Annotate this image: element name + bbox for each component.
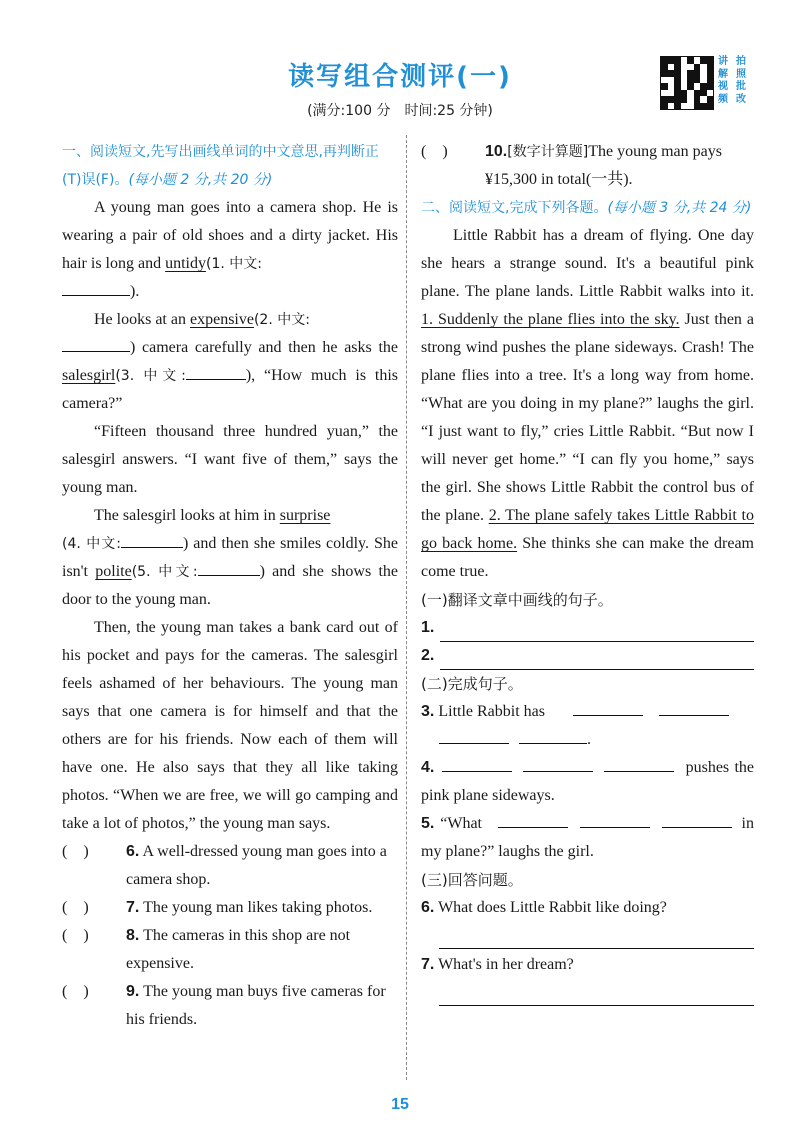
qr-label-char: 讲	[718, 56, 728, 67]
answer-blank[interactable]	[519, 727, 587, 744]
qr-label-char: 批	[736, 81, 746, 92]
answer-parentheses[interactable]: ( )	[62, 843, 89, 860]
qr-code-icon[interactable]	[660, 56, 714, 110]
answer-question-7	[421, 951, 754, 979]
qr-label	[718, 56, 754, 106]
answer-question-6	[421, 894, 754, 922]
score-time-info: (满分:100 分 时间:25 分钟)	[307, 103, 493, 119]
question-tag: [数字计算题]	[507, 144, 589, 160]
page-number: 15	[391, 1096, 409, 1113]
blank-label: (3. 中文:	[115, 368, 186, 384]
question-number: 3.	[421, 703, 435, 720]
text: Just then a strong wind pushes the plane sideways. Crash! The plane flies into a tree. It's a long way from home. “What are you doing in my plane?” laughs the girl. “I just want to fly,” cries Little Rabbit. “But now I will never get home.” “I can fly you home,” says the girl. She shows Little Rabbit the control bus of the plane.	[421, 311, 755, 524]
qr-label-char: 拍	[736, 56, 746, 67]
answer-blank[interactable]	[523, 755, 593, 772]
underlined-word: polite	[95, 563, 132, 580]
text: She thinks she can make the dream come true.	[421, 535, 755, 580]
answer-blank[interactable]	[573, 699, 643, 716]
part-2-heading: (二)完成句子。	[421, 675, 523, 693]
answer-parentheses[interactable]: ( )	[421, 143, 448, 160]
blank-label: (1. 中文:	[205, 256, 262, 272]
tf-question-9	[62, 978, 398, 1034]
question-number: 9.	[126, 983, 140, 1000]
answer-line[interactable]	[439, 979, 754, 1006]
question-number: 1.	[421, 619, 435, 636]
section-2-title: 二、阅读短文,完成下列各题。	[421, 200, 608, 216]
answer-blank[interactable]	[442, 755, 512, 772]
question-text: What does Little Rabbit like doing?	[438, 899, 667, 916]
passage-paragraph	[62, 194, 398, 306]
translation-line-1	[421, 614, 754, 642]
section-1-note: (每小题 2 分,共 20 分)	[128, 172, 273, 188]
question-text: The young man likes taking photos.	[143, 899, 373, 916]
tf-question-6	[62, 838, 398, 894]
answer-blank-5[interactable]	[198, 559, 260, 576]
qr-label-char: 改	[736, 93, 746, 105]
answer-blank-3[interactable]	[186, 363, 246, 380]
underlined-sentence-2: 2. The plane safely takes Little Rabbit to go back home.	[421, 507, 755, 552]
qr-label-char: 频	[718, 93, 728, 105]
underlined-word: untidy	[165, 255, 206, 272]
answer-blank[interactable]	[659, 699, 729, 716]
part-1-heading: (一)翻译文章中画线的句子。	[421, 591, 613, 609]
answer-parentheses[interactable]: ( )	[62, 983, 89, 1000]
answer-blank[interactable]	[498, 811, 568, 828]
blank-label: (4. 中文:	[62, 536, 121, 552]
underlined-sentence-1: 1. Suddenly the plane flies into the sky.	[421, 311, 680, 328]
passage-paragraph: Then, the young man takes a bank card out of his pocket and pays for the cameras. The salesgirl feels ashamed of her behaviours. The young man says that one camera is for himself and that the others are for his friends. Now each of them will have one. He also says that they all like taking photos. “When we are free, we will go camping and take a lot of photos,” the young man says.	[62, 619, 398, 832]
text: The salesgirl looks at him in	[94, 507, 280, 524]
answer-blank[interactable]	[439, 727, 509, 744]
underlined-word: expensive	[189, 311, 254, 328]
underlined-word: surprise	[279, 507, 331, 524]
question-text: The young man buys five cameras for his friends.	[126, 983, 386, 1028]
tf-question-7	[62, 894, 398, 922]
completion-question-3: 3. Little Rabbit has .	[421, 698, 754, 754]
question-number: 7.	[126, 899, 140, 916]
tf-question-8	[62, 922, 398, 978]
answer-blank-2[interactable]	[62, 335, 130, 352]
blank-label: (5. 中文:	[131, 564, 198, 580]
answer-line[interactable]	[440, 623, 754, 642]
qr-label-char: 视	[718, 81, 728, 92]
answer-parentheses[interactable]: ( )	[62, 927, 89, 944]
text: A young man goes into a camera shop. He is wearing a pair of old shoes and a dirty jacket. His hair is long and	[62, 199, 398, 272]
passage-paragraph	[62, 502, 398, 614]
qr-label-char: 解	[718, 68, 728, 80]
tf-question-10	[421, 138, 754, 194]
text: ) and she shows the door to the young man.	[62, 563, 398, 608]
text: ).	[130, 283, 140, 300]
question-text: pushes the pink plane sideways.	[421, 759, 755, 804]
section-1-title: 一、阅读短文,先写出画线单词的中文意思,再判断正(T)误(F)。	[62, 144, 379, 188]
question-number: 6.	[126, 843, 140, 860]
right-column	[421, 138, 754, 1006]
question-text: “What	[440, 815, 482, 832]
blank-label: (2. 中文:	[253, 312, 310, 328]
question-text: in my plane?” laughs the girl.	[421, 815, 754, 860]
story-paragraph	[421, 222, 754, 586]
passage-paragraph: “Fifteen thousand three hundred yuan,” the salesgirl answers. “I want five of them,” says the young man.	[62, 423, 398, 496]
question-text: A well-dressed young man goes into a camera shop.	[126, 843, 387, 888]
question-number: 5.	[421, 815, 435, 832]
section-1-heading	[62, 138, 398, 194]
text: He looks at an	[94, 311, 190, 328]
question-number: 7.	[421, 956, 435, 973]
answer-blank-4[interactable]	[121, 531, 183, 548]
completion-question-5	[421, 810, 754, 866]
text: ) camera carefully and then he asks the	[130, 339, 398, 356]
text: Little Rabbit has a dream of flying. One day she hears a strange sound. It's a beautiful pink plane. The plane lands. Little Rabbit walks into it.	[421, 227, 754, 300]
answer-line[interactable]	[440, 651, 754, 670]
answer-line[interactable]	[439, 922, 754, 949]
section-2-heading	[421, 194, 754, 222]
qr-label-char: 照	[736, 68, 746, 80]
question-number: 6.	[421, 899, 435, 916]
column-divider	[406, 135, 407, 1080]
question-text: The cameras in this shop are not expensive.	[126, 927, 351, 972]
text: ) and then she smiles coldly. She isn't	[62, 535, 398, 580]
question-number: 10.	[485, 143, 508, 160]
answer-blank-1[interactable]	[62, 279, 130, 296]
question-text: Little Rabbit has	[438, 703, 545, 720]
question-number: 2.	[421, 647, 435, 664]
answer-blank[interactable]	[580, 811, 650, 828]
part-3-heading: (三)回答问题。	[421, 871, 523, 889]
question-number: 4.	[421, 759, 435, 776]
underlined-word: salesgirl	[62, 367, 116, 384]
answer-blank[interactable]	[604, 755, 674, 772]
left-column	[62, 138, 398, 1034]
question-number: 8.	[126, 927, 140, 944]
section-2-note: (每小题 3 分,共 24 分)	[607, 200, 752, 216]
page-title: 读写组合测评(一)	[288, 62, 512, 92]
passage-paragraph	[62, 306, 398, 418]
text: ), “How much is this camera?”	[62, 367, 398, 412]
completion-question-4	[421, 754, 754, 810]
translation-line-2	[421, 642, 754, 670]
answer-parentheses[interactable]: ( )	[62, 899, 89, 916]
question-text: The young man pays ¥15,300 in total(一共).	[485, 143, 722, 188]
answer-blank[interactable]	[662, 811, 732, 828]
question-text: What's in her dream?	[438, 956, 574, 973]
